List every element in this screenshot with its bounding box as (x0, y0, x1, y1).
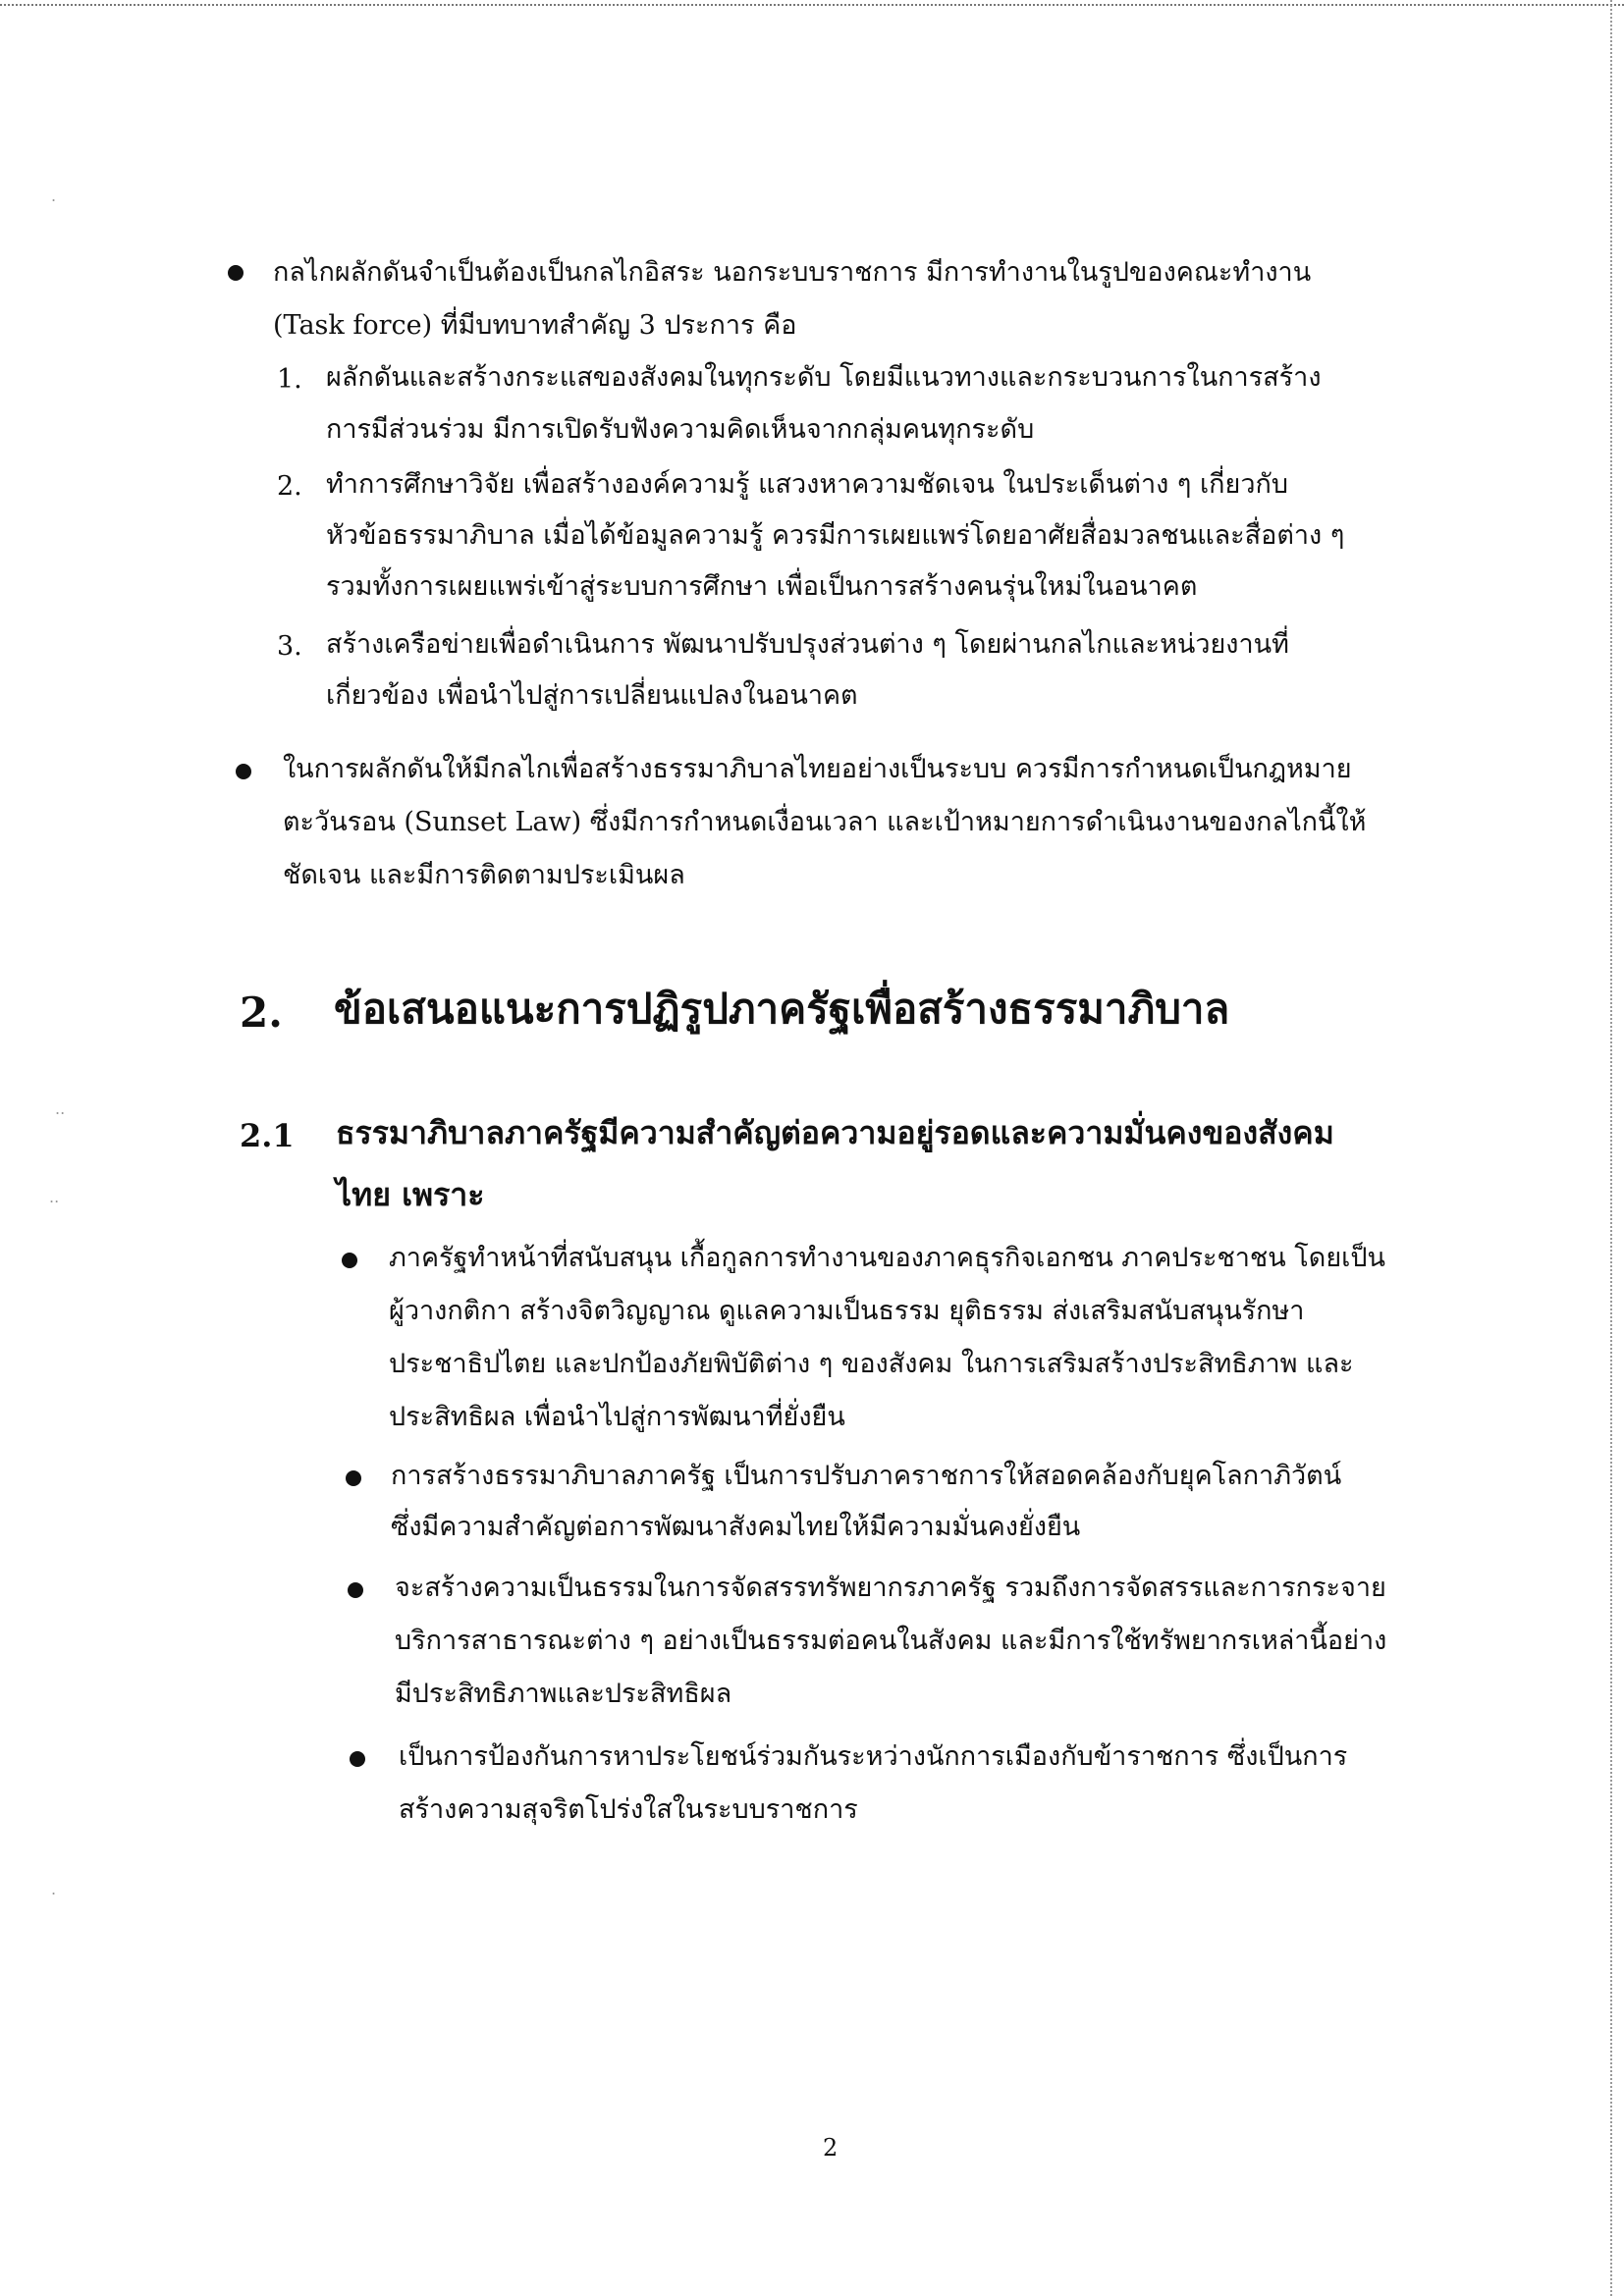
item-text-line: สร้างเครือข่ายเพื่อดำเนินการ พัฒนาปรับปรุงส่วนต่าง ๆ โดยผ่านกลไกและหน่วยงานที่ (326, 629, 1289, 660)
item-number: 2. (277, 471, 302, 502)
bullet-text-line: ซึ่งมีความสำคัญต่อการพัฒนาสังคมไทยให้มีความมั่นคงยั่งยืน (391, 1512, 1081, 1542)
bullet-text-line: ชัดเจน และมีการติดตามประเมินผล (283, 860, 685, 890)
bullet-text-line: ในการผลักดันให้มีกลไกเพื่อสร้างธรรมาภิบาลไทยอย่างเป็นระบบ ควรมีการกำหนดเป็นกฎหมาย (283, 754, 1352, 784)
bullet-text-line: การสร้างธรรมาภิบาลภาครัฐ เป็นการปรับภาคราชการให้สอดคล้องกับยุคโลกาภิวัตน์ (391, 1461, 1342, 1491)
bullet-text-line: (Task force) ที่มีบทบาทสำคัญ 3 ประการ คือ (273, 310, 797, 341)
item-text-line: ผลักดันและสร้างกระแสของสังคมในทุกระดับ โดยมีแนวทางและกระบวนการในการสร้าง (326, 362, 1322, 393)
bullet-dot (236, 764, 251, 779)
scan-top-edge (0, 4, 1624, 6)
bullet-text-line: จะสร้างความเป็นธรรมในการจัดสรรทรัพยากรภาครัฐ รวมถึงการจัดสรรและการกระจาย (395, 1573, 1386, 1603)
scan-speck: .. (55, 1099, 66, 1118)
subsection-number: 2.1 (240, 1117, 295, 1154)
bullet-dot (342, 1253, 357, 1268)
item-text-line: หัวข้อธรรมาภิบาล เมื่อได้ข้อมูลความรู้ ควรมีการเผยแพร่โดยอาศัยสื่อมวลชนและสื่อต่าง ๆ (326, 520, 1345, 551)
bullet-dot (228, 265, 244, 281)
scan-speck: .. (49, 1188, 60, 1206)
bullet-text-line: ตะวันรอน (Sunset Law) ซึ่งมีการกำหนดเงื่อนเวลา และเป้าหมายการดำเนินงานของกลไกนี้ให้ (283, 807, 1367, 837)
scan-speck: . (51, 1880, 57, 1898)
bullet-text-line: เป็นการป้องกันการหาประโยชน์ร่วมกันระหว่างนักการเมืองกับข้าราชการ ซึ่งเป็นการ (399, 1741, 1348, 1772)
item-text-line: เกี่ยวข้อง เพื่อนำไปสู่การเปลี่ยนแปลงในอนาคต (326, 680, 858, 711)
page-number: 2 (823, 2134, 839, 2162)
scan-right-edge (1610, 0, 1612, 2296)
item-text-line: การมีส่วนร่วม มีการเปิดรับฟังความคิดเห็นจากกลุ่มคนทุกระดับ (326, 414, 1035, 445)
bullet-text-line: สร้างความสุจริตโปร่งใสในระบบราชการ (399, 1794, 858, 1825)
bullet-text-line: กลไกผลักดันจำเป็นต้องเป็นกลไกอิสระ นอกระบบราชการ มีการทำงานในรูปของคณะทำงาน (273, 257, 1312, 288)
bullet-text-line: ประชาธิปไตย และปกป้องภัยพิบัติต่าง ๆ ของสังคม ในการเสริมสร้างประสิทธิภาพ และ (389, 1349, 1354, 1379)
bullet-dot (350, 1751, 365, 1767)
scan-speck: . (51, 187, 57, 205)
item-text-line: ทำการศึกษาวิจัย เพื่อสร้างองค์ความรู้ แสวงหาความชัดเจน ในประเด็นต่าง ๆ เกี่ยวกับ (326, 469, 1289, 500)
bullet-text-line: บริการสาธารณะต่าง ๆ อย่างเป็นธรรมต่อคนในสังคม และมีการใช้ทรัพยากรเหล่านี้อย่าง (395, 1626, 1387, 1656)
bullet-dot (348, 1582, 363, 1598)
bullet-text-line: ภาครัฐทำหน้าที่สนับสนุน เกื้อกูลการทำงานของภาคธุรกิจเอกชน ภาคประชาชน โดยเป็น (389, 1243, 1385, 1273)
item-number: 3. (277, 631, 302, 662)
section-title: ข้อเสนอแนะการปฏิรูปภาครัฐเพื่อสร้างธรรมาภิบาล (334, 985, 1230, 1033)
bullet-text-line: ประสิทธิผล เพื่อนำไปสู่การพัฒนาที่ยั่งยืน (389, 1402, 845, 1432)
bullet-dot (346, 1470, 361, 1486)
item-number: 1. (277, 364, 302, 395)
subsection-title-line: ธรรมาภิบาลภาครัฐมีความสำคัญต่อความอยู่รอดและความมั่นคงของสังคม (336, 1114, 1334, 1151)
item-text-line: รวมทั้งการเผยแพร่เข้าสู่ระบบการศึกษา เพื่อเป็นการสร้างคนรุ่นใหม่ในอนาคต (326, 571, 1198, 602)
bullet-text-line: ผู้วางกติกา สร้างจิตวิญญาณ ดูแลความเป็นธรรม ยุติธรรม ส่งเสริมสนับสนุนรักษา (389, 1296, 1305, 1326)
section-number: 2. (240, 988, 283, 1037)
bullet-text-line: มีประสิทธิภาพและประสิทธิผล (395, 1679, 732, 1709)
subsection-title-line: ไทย เพราะ (336, 1176, 485, 1213)
